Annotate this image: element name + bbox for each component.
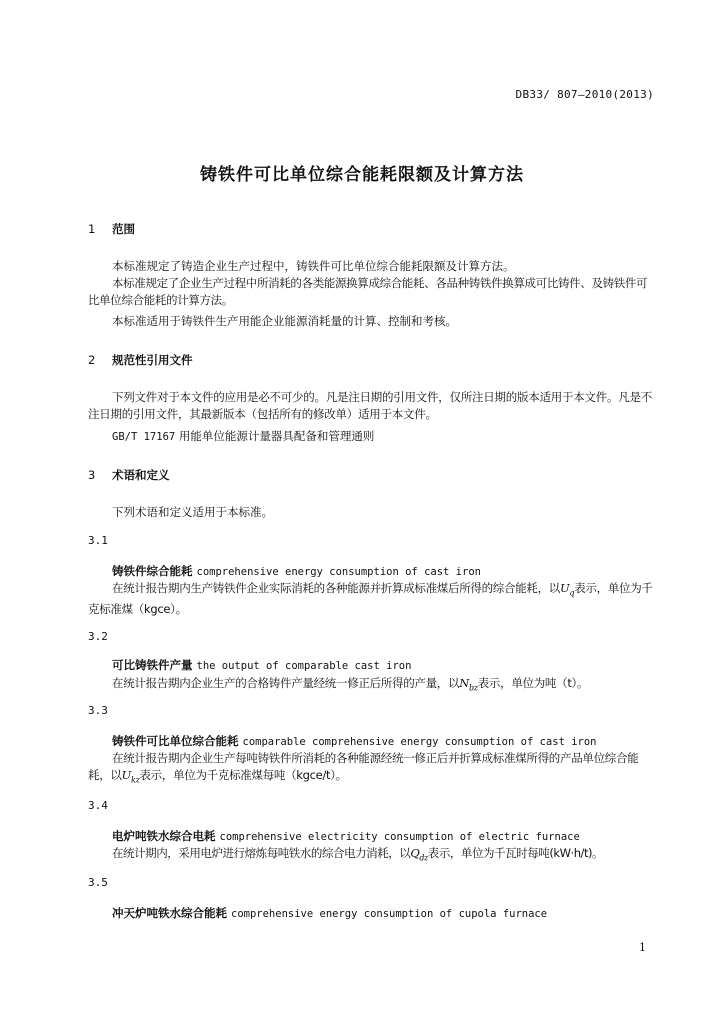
paragraph: 本标准规定了企业生产过程中所消耗的各类能源换算成综合能耗、各品种铸铁件换算成可比铸件、及铸铁件可比单位综合能耗的计算方法。 <box>88 276 648 307</box>
term-chinese: 冲天炉吨铁水综合能耗 <box>112 906 227 920</box>
paragraph: 下列文件对于本文件的应用是必不可少的。凡是注日期的引用文件，仅所注日期的版本适用于本文件。凡是不注日期的引用文件，其最新版本（包括所有的修改单）适用于本文件。 <box>88 390 652 421</box>
section-title: 范围 <box>112 222 136 236</box>
term-definition: 在统计报告期内生产铸铁件企业实际消耗的各种能源并折算成标准煤后所得的综合能耗，以$U_q$表示，单位为千克标准煤（kgce）。 <box>88 581 653 617</box>
paragraph: 本标准适用于铸铁件生产用能企业能源消耗量的计算、控制和考核。 <box>112 314 457 328</box>
symbol-subscript: kz <box>131 775 140 785</box>
term-number: 3.1 <box>88 534 108 547</box>
symbol: U <box>121 768 132 782</box>
term-chinese: 可比铸铁件产量 <box>112 658 193 672</box>
term-chinese: 铸铁件综合能耗 <box>112 564 193 578</box>
term-number: 3.2 <box>88 630 108 643</box>
paragraph: 下列术语和定义适用于本标准。 <box>112 505 273 519</box>
symbol: U <box>560 581 570 595</box>
reference-title: 用能单位能源计量器具配备和管理通则 <box>178 429 375 443</box>
page-number: 1 <box>639 941 646 954</box>
term-english: comparable comprehensive energy consumption of cast iron <box>242 736 597 748</box>
term-chinese: 铸铁件可比单位综合能耗 <box>112 734 239 748</box>
symbol: Q <box>410 846 420 860</box>
section-number: 2 <box>88 353 96 367</box>
term-heading <box>112 905 547 921</box>
paragraph: 本标准规定了铸造企业生产过程中，铸铁件可比单位综合能耗限额及计算方法。 <box>112 259 515 273</box>
symbol-subscript: bz <box>468 683 478 693</box>
section-2-heading <box>88 352 193 368</box>
symbol-subscript: dz <box>419 853 428 863</box>
section-title: 术语和定义 <box>112 468 170 482</box>
term-chinese: 电炉吨铁水综合电耗 <box>112 829 216 843</box>
term-definition: 在统计报告期内企业生产的合格铸件产量经统一修正后所得的产量，以$N_{bz}$表示，单位为吨（t）。 <box>112 676 589 693</box>
document-title: 铸铁件可比单位综合能耗限额及计算方法 <box>200 165 524 185</box>
term-heading <box>112 563 481 579</box>
term-english: comprehensive electricity consumption of electric furnace <box>219 831 580 843</box>
section-3-heading <box>88 467 170 483</box>
section-1-heading <box>88 221 135 237</box>
term-definition: 在统计期内，采用电炉进行熔炼每吨铁水的综合电力消耗，以$Q_{dz}$表示，单位为千瓦时每吨(kW·h/t)。 <box>112 846 604 863</box>
term-english: the output of comparable cast iron <box>196 660 412 672</box>
term-number: 3.5 <box>88 876 108 889</box>
symbol-subscript: q <box>569 588 575 598</box>
section-number: 1 <box>88 222 96 236</box>
symbol: N <box>459 676 469 690</box>
reference-code: GB/T 17167 <box>112 431 176 443</box>
section-number: 3 <box>88 468 96 482</box>
term-heading <box>112 828 580 844</box>
term-number: 3.3 <box>88 704 108 717</box>
term-english: comprehensive energy consumption of cast iron <box>196 566 481 578</box>
term-number: 3.4 <box>88 799 108 812</box>
section-title: 规范性引用文件 <box>112 353 193 367</box>
term-english: comprehensive energy consumption of cupola furnace <box>231 908 548 920</box>
term-definition: 在统计报告期内企业生产每吨铸铁件所消耗的各种能源经统一修正后并折算成标准煤所得的产品单位综合能耗，以$U_{kz}$表示，单位为千克标准煤每吨（kgce/t）。 <box>88 751 639 785</box>
term-heading <box>112 733 597 749</box>
term-heading <box>112 657 411 673</box>
document-code: DB33/ 807—2010(2013) <box>515 88 654 101</box>
normative-reference <box>112 428 374 446</box>
